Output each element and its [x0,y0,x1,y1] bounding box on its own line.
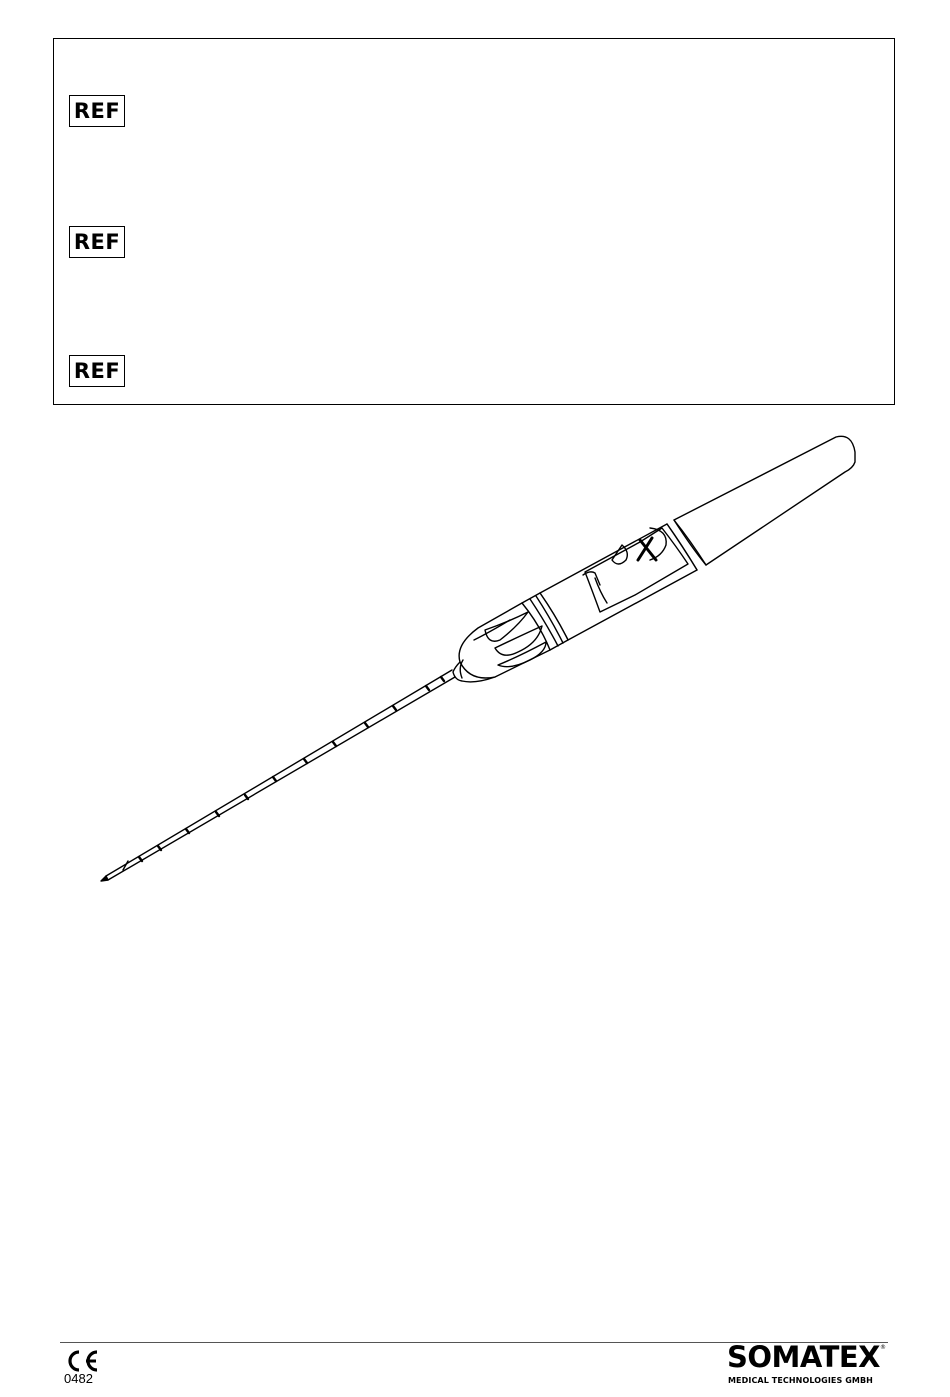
reference-number-panel [53,38,895,405]
ref-symbol: REF [69,355,125,387]
notified-body-number: 0482 [64,1371,93,1386]
biopsy-needle-device-drawing [95,430,865,890]
ref-symbol: REF [69,95,125,127]
brand-logo: SOMATEX [727,1340,881,1374]
registered-mark: ® [880,1344,886,1351]
ref-symbol: REF [69,226,125,258]
ce-mark-icon [64,1349,100,1373]
brand-tagline: MEDICAL TECHNOLOGIES GMBH [728,1376,873,1385]
